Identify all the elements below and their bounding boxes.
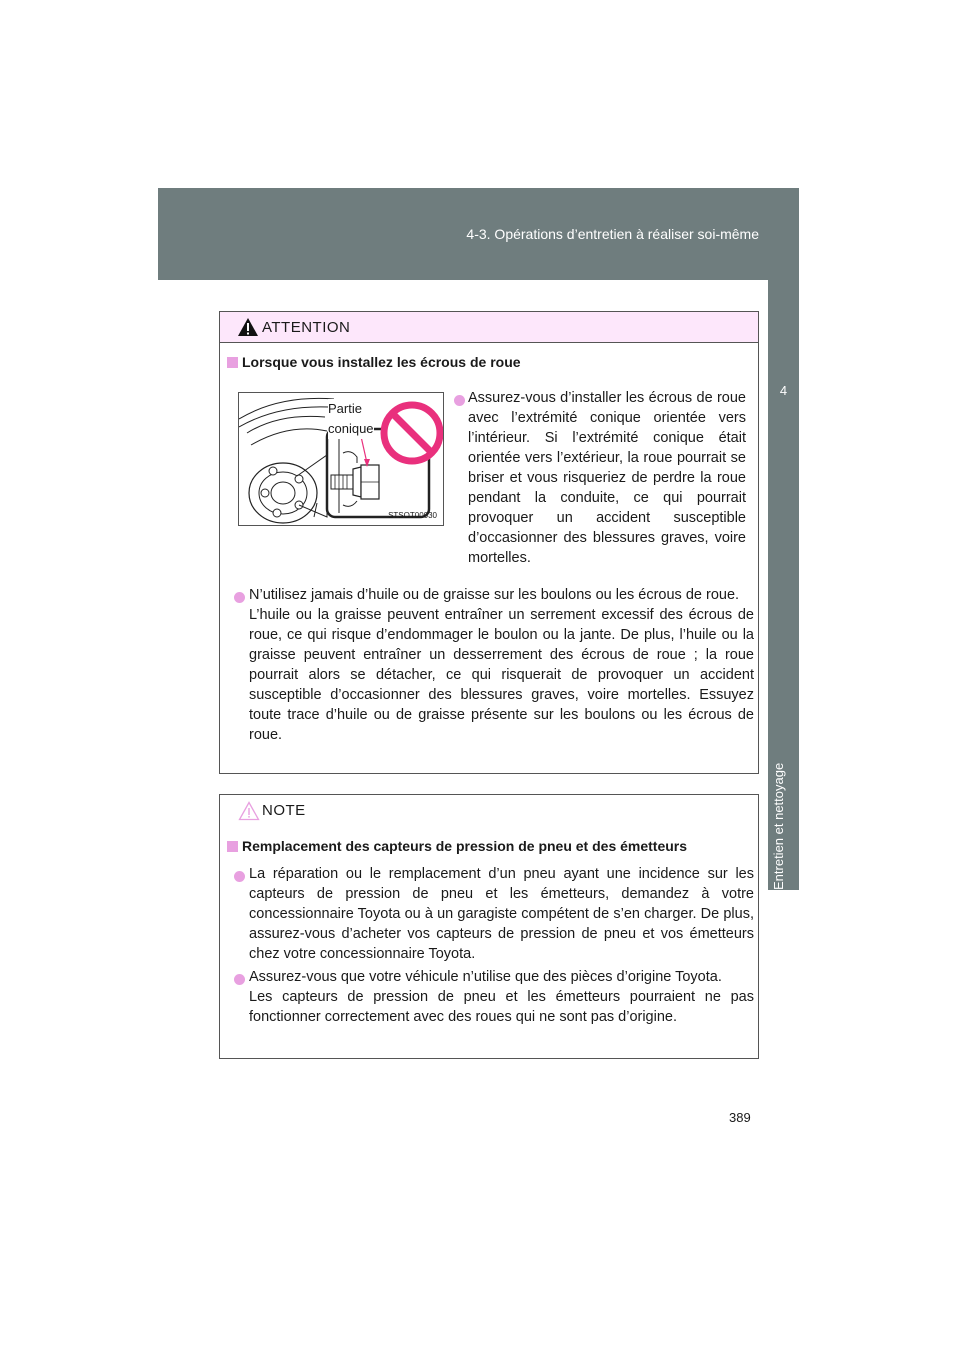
chapter-title: Entretien et nettoyage xyxy=(771,762,786,890)
bullet-icon xyxy=(234,974,245,985)
page-number: 389 xyxy=(729,1110,751,1125)
attention-heading: Lorsque vous installez les écrous de roue xyxy=(227,354,521,370)
note-box xyxy=(219,794,759,1059)
figure-code: STSOT00030 xyxy=(388,511,437,520)
note-title: NOTE xyxy=(262,802,306,819)
square-bullet-icon xyxy=(227,357,238,368)
section-header xyxy=(158,188,799,280)
bullet-icon xyxy=(454,395,465,406)
attention-title: ATTENTION xyxy=(262,319,351,336)
figure-label: Partie conique xyxy=(328,399,374,439)
attention-box xyxy=(219,311,759,774)
caution-outline-icon xyxy=(238,801,260,821)
wheel-nut-figure xyxy=(238,392,444,526)
note-heading: Remplacement des capteurs de pression de pneu et des émetteurs xyxy=(227,838,687,854)
bullet-icon xyxy=(234,592,245,603)
chapter-number: 4 xyxy=(779,383,788,398)
attention-item-2: N’utilisez jamais d’huile ou de graisse sur les boulons ou les écrous de roue. L’huile ou la graisse peuvent entraîner un serrement excessif des écrous de roue, ce qui risque d’endommager le boulon ou la jante. De plus, l’huile ou la graisse peuvent entraîner un desserrement des écrous de roue ; la roue pourrait alors se détacher, ce qui risquerait de provoquer un accident susceptible d’occasionner des blessures graves, voire mortelles. Essuyez toute trace d’huile ou de graisse présente sur les boulons ou les écrous de roue. xyxy=(249,587,754,743)
attention-item-1: Assurez-vous d’installer les écrous de roue avec l’extrémité conique orientée vers l’intérieur. Si l’extrémité conique était orientée vers l’extérieur, la roue pourrait se briser et vous risqueriez de perdre la roue pendant la conduite, ce qui pourrait provoquer un accident susceptible d’occasionner des blessures graves, voire mortelles. xyxy=(468,390,746,566)
note-header xyxy=(220,795,758,826)
warning-icon xyxy=(237,317,259,337)
attention-header xyxy=(220,312,758,343)
note-item-1: La réparation ou le remplacement d’un pneu ayant une incidence sur les capteurs de pression de pneu et les émetteurs, demandez à votre concessionnaire Toyota ou à un garagiste compétent de s’en charger. De plus, assurez-vous d’acheter vos capteurs de pression de pneu et vos émetteurs chez votre concessionnaire Toyota. xyxy=(249,866,754,962)
bullet-icon xyxy=(234,871,245,882)
note-item-2: Assurez-vous que votre véhicule n’utilise que des pièces d’origine Toyota. Les capteurs de pression de pneu et les émetteurs pourraient ne pas fonctionner correctement avec des roues qui ne sont pas d’origine. xyxy=(249,969,754,1025)
square-bullet-icon xyxy=(227,841,238,852)
section-title: 4-3. Opérations d’entretien à réaliser soi-même xyxy=(466,226,759,242)
